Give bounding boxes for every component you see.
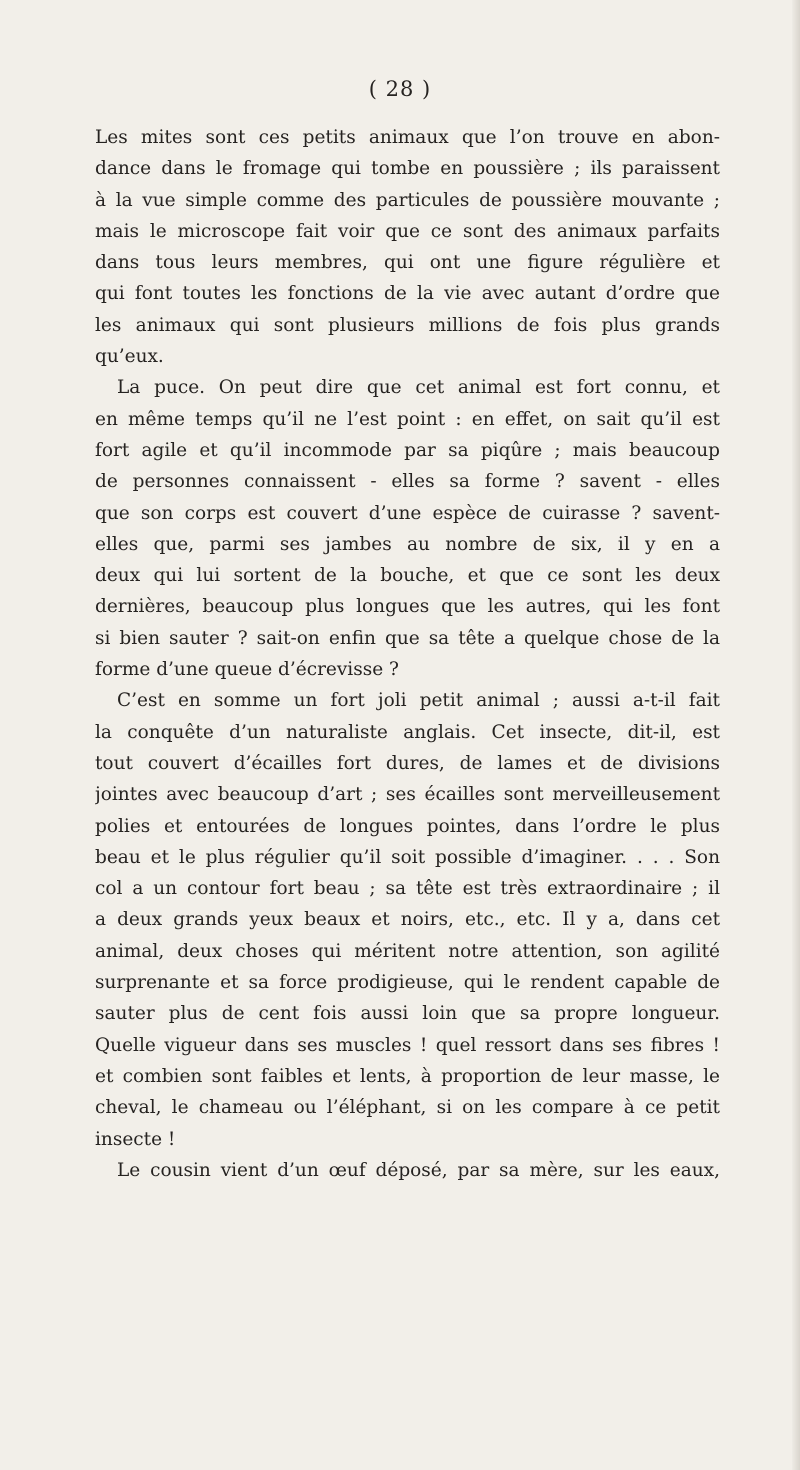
text-line: animal, deux choses qui méritent notre attention, son agilité (95, 940, 720, 962)
text-line: polies et entourées de longues pointes, dans l’ordre le plus (95, 815, 720, 837)
text-line: dans tous leurs membres, qui ont une figure régulière et (95, 252, 720, 274)
text-line: mais le microscope fait voir que ce sont des animaux parfaits (95, 220, 720, 242)
page-number: ( 28 ) (368, 77, 432, 101)
text-line: a deux grands yeux beaux et noirs, etc., etc. Il y a, dans cet (95, 909, 720, 931)
text-line: col a un contour fort beau ; sa tête est très extraordinaire ; il (95, 878, 720, 900)
text-line: la conquête d’un naturaliste anglais. Cet insecte, dit-il, est (95, 721, 720, 743)
text-line: dernières, beaucoup plus longues que les autres, qui les font (95, 596, 720, 618)
text-line: à la vue simple comme des particules de poussière mouvante ; (95, 189, 720, 211)
text-line: les animaux qui sont plusieurs millions de fois plus grands (95, 314, 720, 336)
text-line: surprenante et sa force prodigieuse, qui le rendent capable de (95, 972, 720, 994)
text-line: de personnes connaissent - elles sa forme ? savent - elles (95, 471, 720, 493)
text-line: Les mites sont ces petits animaux que l’on trouve en abon- (95, 127, 720, 148)
text-line: si bien sauter ? sait-on enfin que sa tête a quelque chose de la (95, 627, 720, 649)
text-line: La puce. On peut dire que cet animal est fort connu, et (117, 377, 720, 399)
text-line: forme d’une queue d’écrevisse ? (95, 659, 399, 681)
text-line: Le cousin vient d’un œuf déposé, par sa mère, sur les eaux, (117, 1159, 720, 1181)
text-line: dance dans le fromage qui tombe en poussière ; ils paraissent (95, 158, 720, 180)
text-line: Quelle vigueur dans ses muscles ! quel ressort dans ses fibres ! (95, 1034, 720, 1056)
page-edge (792, 0, 800, 1470)
text-line: beau et le plus régulier qu’il soit possible d’imaginer. . . . Son (95, 846, 720, 868)
text-line: que son corps est couvert d’une espèce de cuirasse ? savent- (95, 502, 720, 524)
text-line: deux qui lui sortent de la bouche, et que ce sont les deux (95, 565, 720, 587)
text-line: C’est en somme un fort joli petit animal ; aussi a-t-il fait (117, 690, 720, 712)
text-line: jointes avec beaucoup d’art ; ses écailles sont merveilleusement (95, 784, 720, 806)
text-line: qu’eux. (95, 346, 164, 368)
text-line: et combien sont faibles et lents, à proportion de leur masse, le (95, 1065, 720, 1087)
text-line: fort agile et qu’il incommode par sa piqûre ; mais beaucoup (95, 439, 720, 461)
text-line: tout couvert d’écailles fort dures, de lames et de divisions (95, 752, 720, 774)
text-line: cheval, le chameau ou l’éléphant, si on les compare à ce petit (95, 1097, 720, 1119)
text-body (95, 122, 720, 1186)
text-line: insecte ! (95, 1128, 176, 1150)
text-line: qui font toutes les fonctions de la vie avec autant d’ordre que (95, 283, 720, 305)
text-line: sauter plus de cent fois aussi loin que sa propre longueur. (95, 1003, 720, 1025)
text-line: en même temps qu’il ne l’est point : en effet, on sait qu’il est (95, 408, 720, 430)
text-line: elles que, parmi ses jambes au nombre de six, il y en a (95, 533, 720, 555)
